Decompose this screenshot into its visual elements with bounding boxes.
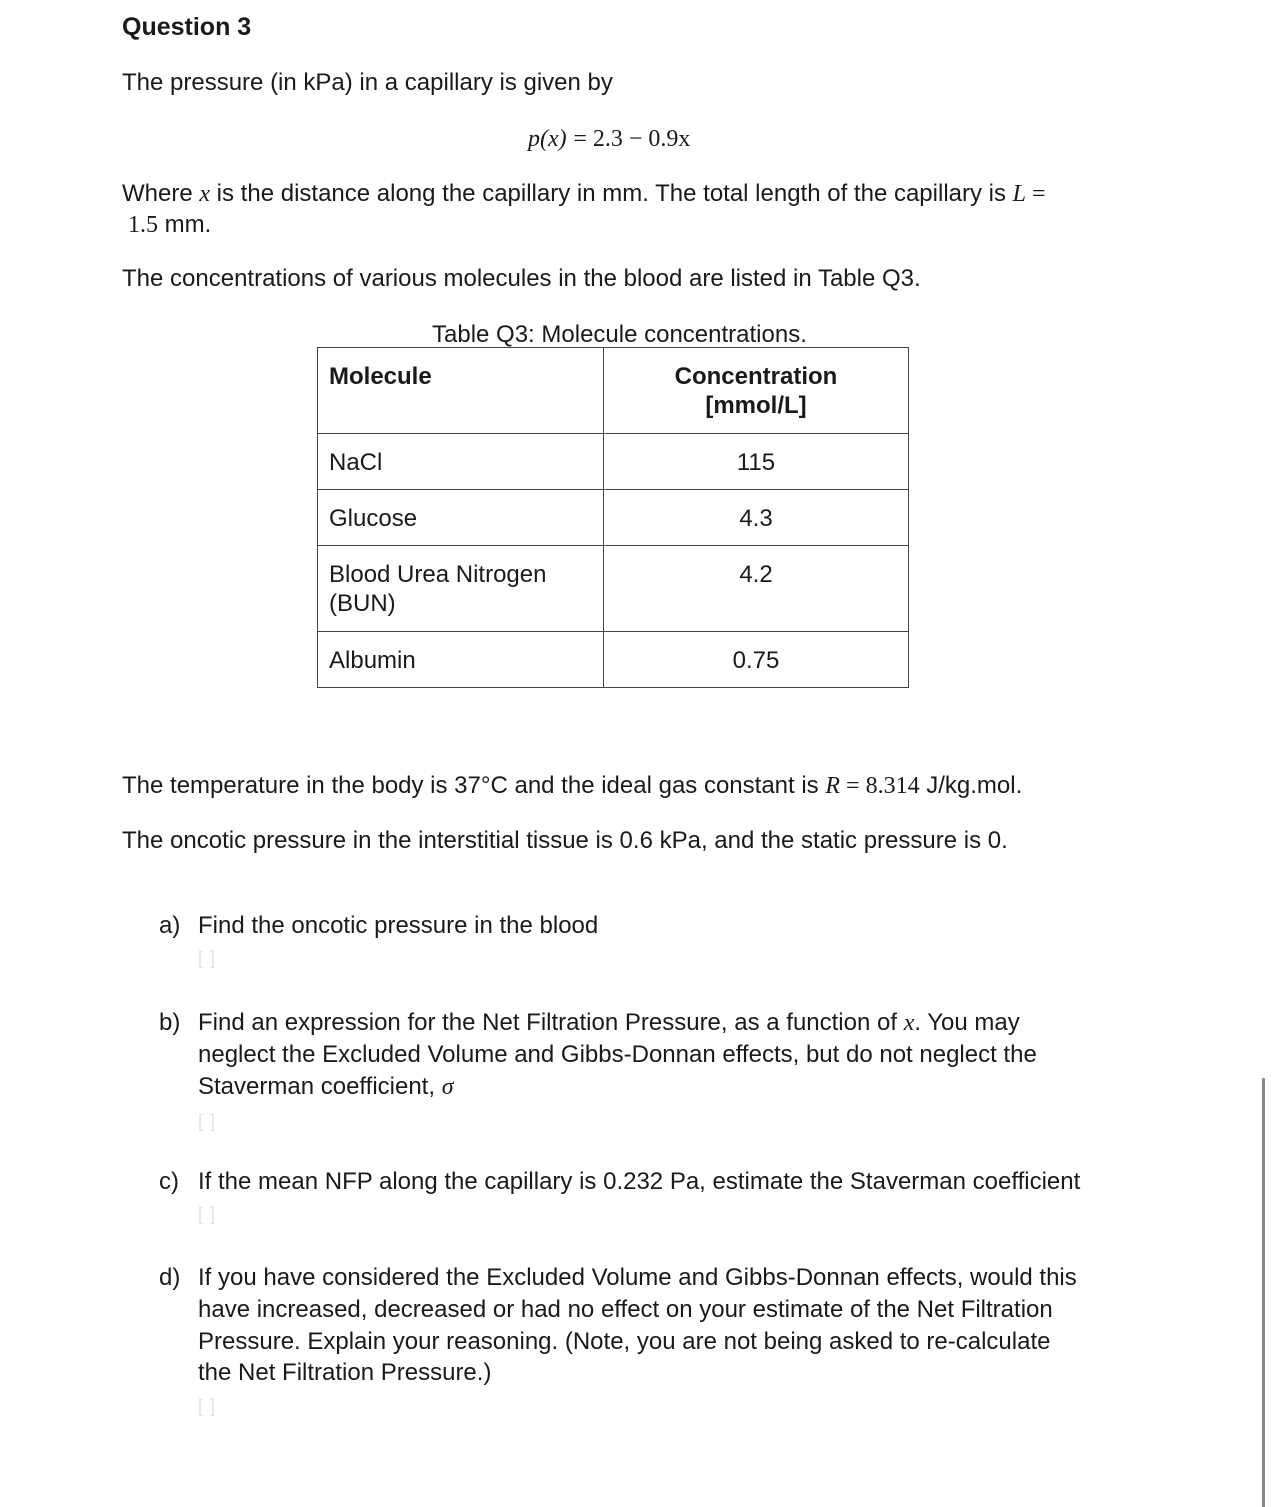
cell-concentration: 0.75 <box>604 632 909 688</box>
molecule-table <box>317 347 909 688</box>
question-a-letter: a) <box>159 912 181 939</box>
question-c-letter: c) <box>159 1168 179 1195</box>
table-caption: Table Q3: Molecule concentrations. <box>432 321 807 348</box>
cell-molecule <box>318 546 604 632</box>
question-a-marks: [ ] <box>198 948 217 968</box>
cell-concentration: 4.2 <box>604 546 909 632</box>
where-text-2: is the distance along the capillary in mm. The total length of the capillary is <box>210 180 1013 207</box>
length-value-line <box>128 210 211 240</box>
where-line <box>122 179 1046 209</box>
question-d-line4: the Net Filtration Pressure.) <box>198 1359 492 1386</box>
gas-constant-value: 8.314 <box>865 773 920 799</box>
where-var-x: x <box>199 181 211 207</box>
header-concentration <box>604 348 909 434</box>
question-b-line3 <box>198 1071 1158 1103</box>
pressure-equation <box>528 124 690 154</box>
cell-molecule: Glucose <box>318 490 604 546</box>
oncotic-line: The oncotic pressure in the interstitial tissue is 0.6 kPa, and the static pressure is 0. <box>122 827 1008 854</box>
table-header-row <box>318 348 909 434</box>
sigma-symbol: σ <box>441 1074 454 1100</box>
question-d-letter: d) <box>159 1264 181 1291</box>
question-b-line1 <box>198 1007 1158 1039</box>
question-c-text: If the mean NFP along the capillary is 0.232 Pa, estimate the Staverman coefficient <box>198 1168 1081 1195</box>
equation-lhs: p(x) <box>528 126 567 152</box>
gas-constant-unit: J/kg.mol. <box>919 772 1023 799</box>
question-a-text: Find the oncotic pressure in the blood <box>198 912 599 939</box>
question-b-line2: neglect the Excluded Volume and Gibbs-Donnan effects, but do not neglect the <box>198 1041 1037 1068</box>
question-d-line1: If you have considered the Excluded Volume and Gibbs-Donnan effects, would this <box>198 1264 1077 1291</box>
question-title: Question 3 <box>122 13 252 41</box>
question-b-var-x: x <box>903 1010 915 1036</box>
table-row <box>318 632 909 688</box>
header-molecule: Molecule <box>318 348 604 434</box>
cell-concentration: 4.3 <box>604 490 909 546</box>
table-row <box>318 546 909 632</box>
header-concentration-unit: [mmol/L] <box>705 392 807 419</box>
question-d-line2: have increased, decreased or had no effect on your estimate of the Net Filtration <box>198 1296 1053 1323</box>
question-b-line3-text: Staverman coefficient, <box>198 1073 442 1100</box>
question-c-marks: [ ] <box>198 1204 217 1224</box>
cell-molecule-line2: (BUN) <box>329 590 396 617</box>
table-row <box>318 490 909 546</box>
temperature-text: The temperature in the body is 37°C and the ideal gas constant is <box>122 772 826 799</box>
cell-molecule: NaCl <box>318 434 604 490</box>
length-unit: mm. <box>158 211 212 238</box>
where-text-1: Where <box>122 180 200 207</box>
table-intro: The concentrations of various molecules in the blood are listed in Table Q3. <box>122 265 921 292</box>
question-b-line1-text: Find an expression for the Net Filtration Pressure, as a function of <box>198 1009 904 1036</box>
header-concentration-label: Concentration <box>674 363 838 390</box>
question-b-marks: [ ] <box>198 1111 217 1131</box>
table-row <box>318 434 909 490</box>
temperature-line <box>122 771 1022 801</box>
question-d-marks: [ ] <box>198 1396 217 1416</box>
question-b-letter: b) <box>159 1009 181 1036</box>
intro-text: The pressure (in kPa) in a capillary is given by <box>122 69 613 96</box>
scrollbar[interactable] <box>1262 1078 1265 1507</box>
question-b-line1-end: . You may <box>914 1009 1020 1036</box>
where-var-L: L <box>1012 181 1027 207</box>
where-equals: = <box>1026 181 1046 207</box>
length-value: 1.5 <box>128 212 158 238</box>
cell-molecule-line1: Blood Urea Nitrogen <box>329 561 547 588</box>
equation-rhs: = 2.3 − 0.9x <box>573 126 691 152</box>
gas-constant-equals: = <box>840 773 866 799</box>
cell-molecule: Albumin <box>318 632 604 688</box>
question-d-line3: Pressure. Explain your reasoning. (Note, you are not being asked to re-calculate <box>198 1328 1051 1355</box>
cell-concentration: 115 <box>604 434 909 490</box>
gas-constant-symbol: R <box>825 773 841 799</box>
